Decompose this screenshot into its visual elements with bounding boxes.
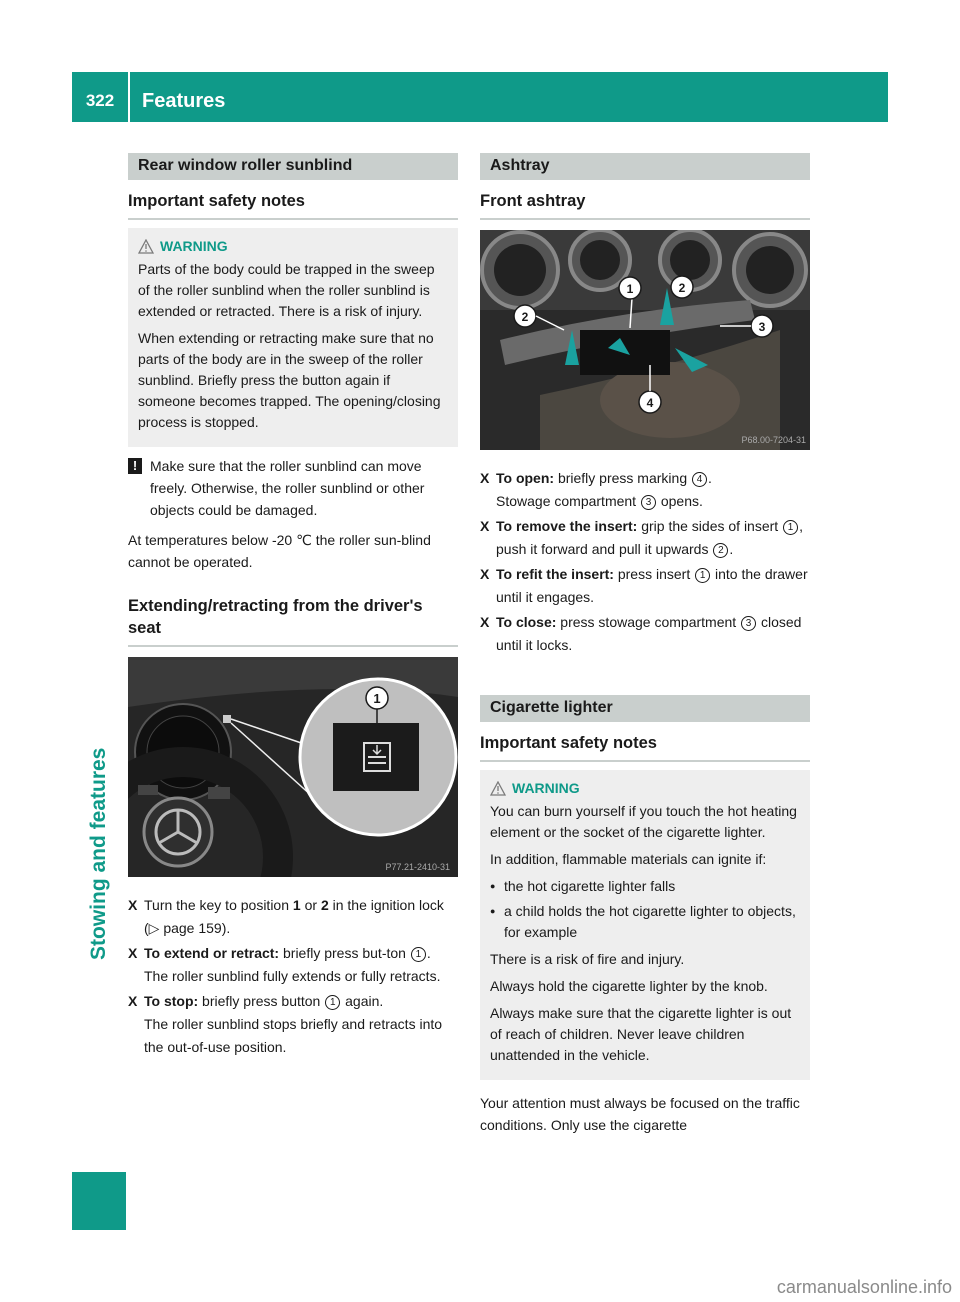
step-text: press insert [613, 566, 695, 582]
warning-bullets [490, 876, 800, 943]
step-text: Turn the key to position [144, 897, 293, 913]
photo-code: P68.00-7204-31 [741, 435, 806, 445]
warning-triangle-icon [138, 239, 154, 254]
step-result: The roller sunblind stops briefly and retracts into the out-of-use position. [144, 1016, 443, 1055]
key-position-2: 2 [320, 897, 329, 913]
warning-paragraph: Always make sure that the cigarette lighter is out of reach of children. Never leave children unattended in the vehicle. [490, 1005, 792, 1063]
step-label: To stop: [144, 993, 199, 1009]
step-item [480, 563, 810, 609]
note-exclamation-icon: ! [128, 458, 142, 474]
warning-bullet: ● the hot cigarette lighter falls [490, 876, 800, 897]
step-item [480, 515, 810, 561]
step-label: To remove the insert: [496, 518, 638, 534]
warning-title [138, 236, 448, 257]
warning-paragraph: When extending or retracting make sure that no parts of the body are in the sweep of the roller sunblind. Briefly press the button again if someone becomes trapped. The opening/closing process is stopped. [138, 330, 441, 430]
photo-code: P77.21-2410-31 [385, 862, 450, 872]
subheading-front-ashtray: Front ashtray [480, 180, 810, 220]
page-number: 322 [85, 91, 115, 110]
photo-marker-label: 2 [521, 310, 529, 324]
step-item [128, 942, 458, 988]
right-column [480, 153, 810, 1144]
warning-triangle-icon [490, 781, 506, 796]
warning-box [480, 770, 810, 1080]
photo-marker-label: 2 [678, 281, 686, 295]
step-text: again. [341, 993, 384, 1009]
marker-ref: 1 [695, 568, 710, 583]
step-item [128, 990, 458, 1059]
marker-ref: 1 [783, 520, 798, 535]
step-label: To extend or retract: [144, 945, 280, 961]
marker-ref: 1 [411, 947, 426, 962]
step-text: briefly press but-ton [279, 945, 410, 961]
temperature-note: At temperatures below -20 ℃ the roller sun-blind cannot be operated. [128, 532, 431, 570]
section-header-roller-sunblind: Rear window roller sunblind [128, 153, 458, 180]
step-text: press stowage compartment [556, 614, 741, 630]
marker-ref: 3 [641, 495, 656, 510]
step-item [480, 611, 810, 657]
steps-list-sunblind [128, 894, 458, 1059]
header-divider [128, 72, 130, 122]
note-damage [128, 455, 458, 521]
warning-paragraph: Always hold the cigarette lighter by the knob. [490, 978, 768, 994]
photo-marker-label: 1 [626, 282, 634, 296]
step-text: into the drawer until it engages. [496, 566, 808, 605]
step-text: . [708, 470, 712, 486]
step-text: , push it forward and pull it upwards [496, 518, 803, 557]
step-text: grip the sides of insert [637, 518, 783, 534]
marker-ref: 3 [741, 616, 756, 631]
step-text: briefly press button [198, 993, 325, 1009]
warning-title-text: WARNING [512, 780, 580, 796]
key-position-1: 1 [292, 897, 301, 913]
step-text: in the ignition lock (▷ page 159). [144, 897, 444, 936]
left-column [128, 153, 458, 1061]
step-item [480, 467, 810, 513]
side-tab-marker [72, 1172, 126, 1230]
step-text: . [426, 945, 431, 961]
warning-paragraph: In addition, flammable materials can ignite if: [490, 851, 767, 867]
step-label: To refit the insert: [496, 566, 614, 582]
photo-marker-label: 1 [373, 691, 381, 706]
warning-paragraph: You can burn yourself if you touch the hot heating element or the socket of the cigarette lighter. [490, 803, 797, 840]
step-item [128, 894, 458, 940]
step-result: The roller sunblind fully extends or fully retracts. [144, 968, 441, 984]
subheading-extending-retracting: Extending/retracting from the driver's seat [128, 581, 458, 647]
attention-text: Your attention must always be focused on the traffic conditions. Only use the cigarette [480, 1095, 800, 1133]
section-header-cigarette-lighter: Cigarette lighter [480, 695, 810, 722]
step-result: opens. [656, 493, 703, 509]
steering-wheel-photo [128, 657, 458, 877]
step-text: . [729, 541, 734, 557]
header-bar [72, 72, 888, 122]
note-text: Make sure that the roller sunblind can move freely. Otherwise, the roller sunblind or other objects could be damaged. [150, 458, 425, 518]
step-text: briefly press marking [554, 470, 691, 486]
warning-bullet: ● a child holds the hot cigarette lighter to objects, for example [490, 901, 800, 943]
warning-title-text: WARNING [160, 238, 228, 254]
warning-paragraph: Parts of the body could be trapped in the sweep of the roller sunblind when the roller sunblind is extended or retracted. There is a risk of injury. [138, 261, 435, 319]
warning-paragraph: There is a risk of fire and injury. [490, 951, 685, 967]
chapter-title: Features [142, 90, 226, 112]
side-tab-label: Stowing and features [87, 747, 110, 960]
step-result: Stowage compartment [496, 493, 640, 509]
warning-box [128, 228, 458, 447]
step-text: closed until it locks. [496, 614, 802, 653]
warning-title [490, 778, 800, 799]
section-header-ashtray: Ashtray [480, 153, 810, 180]
photo-marker-label: 4 [646, 396, 654, 410]
subheading-safety-notes: Important safety notes [480, 722, 810, 762]
steps-list-ashtray [480, 467, 810, 657]
marker-ref: 2 [713, 543, 728, 558]
marker-ref: 4 [692, 472, 707, 487]
photo-marker-label: 3 [758, 320, 766, 334]
ashtray-photo [480, 230, 810, 450]
step-label: To close: [496, 614, 557, 630]
subheading-safety-notes: Important safety notes [128, 180, 458, 220]
step-text: or [300, 897, 321, 913]
step-label: To open: [496, 470, 555, 486]
footer-watermark: carmanualsonline.info [776, 1277, 952, 1297]
marker-ref: 1 [325, 995, 340, 1010]
